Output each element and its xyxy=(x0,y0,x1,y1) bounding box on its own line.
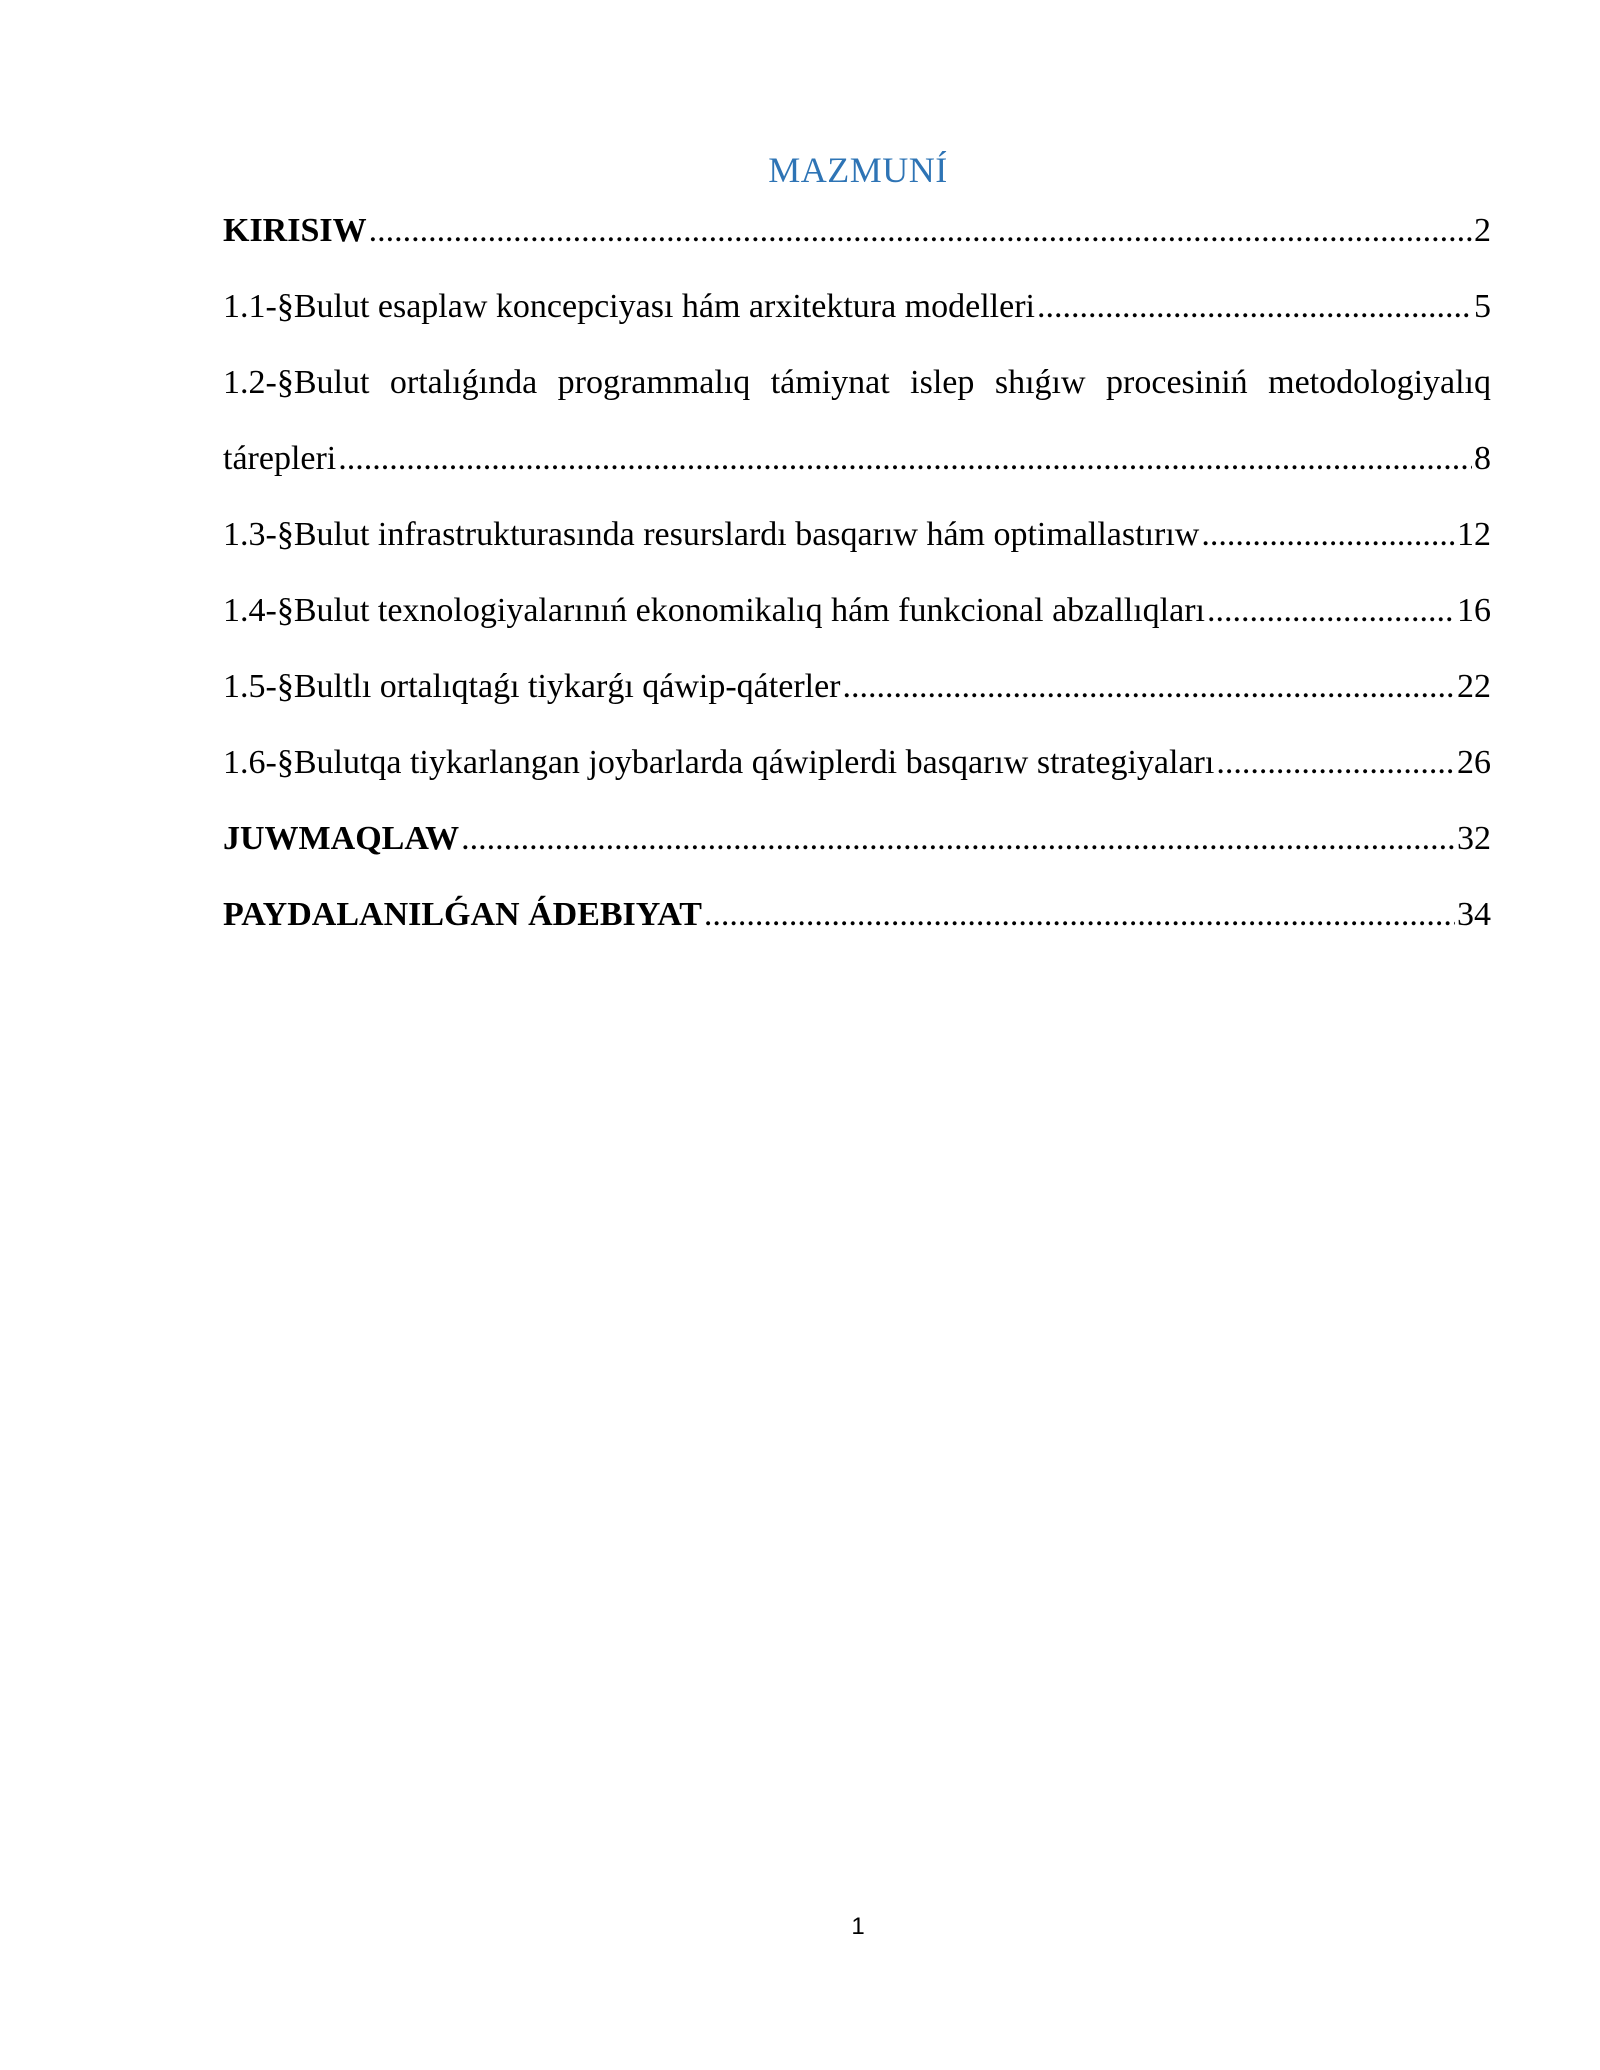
toc-entry-page: 8 xyxy=(1474,440,1491,477)
toc-entry-page: 32 xyxy=(1457,820,1491,857)
toc-leader-dots xyxy=(704,894,1455,936)
toc-title: MAZMUNÍ xyxy=(768,150,948,190)
toc-leader-dots xyxy=(461,818,1455,860)
toc-entry-page: 5 xyxy=(1474,288,1491,325)
page-number: 1 xyxy=(851,1913,865,1940)
toc-leader-dots xyxy=(1037,286,1472,328)
toc-entry-label: KIRISIW xyxy=(223,212,367,249)
toc-entry-1-5[interactable] xyxy=(223,666,1491,708)
toc-entry-label: PAYDALANILǴAN ÁDEBIYAT xyxy=(223,896,702,933)
toc-leader-dots xyxy=(1216,742,1455,784)
toc-entry-label: 1.6-§Bulutqa tiykarlangan joybarlarda qáwiplerdi basqarıw strategiyaları xyxy=(223,744,1215,781)
toc-entry-label: tárepleri xyxy=(223,440,337,477)
toc-entry-page: 12 xyxy=(1457,516,1491,553)
toc-entry-1-2[interactable] xyxy=(223,362,1491,480)
toc-leader-dots xyxy=(1207,590,1455,632)
toc-leader-dots xyxy=(843,666,1456,708)
toc-leader-dots xyxy=(1201,514,1455,556)
toc-entry-1-1[interactable] xyxy=(223,286,1491,328)
toc-entry-label: 1.1-§Bulut esaplaw koncepciyası hám arxitektura modelleri xyxy=(223,288,1035,325)
toc-entry-label-line1: 1.2-§Bulut ortalıǵında programmalıq támiynat islep shıǵıw procesiniń metodologiyalıq xyxy=(223,364,1491,401)
toc-entry-1-4[interactable] xyxy=(223,590,1491,632)
toc-leader-dots xyxy=(369,210,1472,252)
toc-leader-dots xyxy=(338,438,1472,480)
toc-entry-page: 16 xyxy=(1457,592,1491,629)
toc-entry-juwmaqlaw[interactable] xyxy=(223,818,1491,860)
toc-entry-page: 22 xyxy=(1457,668,1491,705)
toc-entry-kirisiw[interactable] xyxy=(223,210,1491,252)
toc-entry-label: 1.3-§Bulut infrastrukturasında resurslardı basqarıw hám optimallastırıw xyxy=(223,516,1200,553)
toc-entry-adebiyat[interactable] xyxy=(223,894,1491,936)
toc-entry-label: JUWMAQLAW xyxy=(223,820,460,857)
toc-entry-label: 1.5-§Bultlı ortalıqtaǵı tiykarǵı qáwip-qáterler xyxy=(223,668,841,705)
toc-entry-1-3[interactable] xyxy=(223,514,1491,556)
toc-entry-page: 26 xyxy=(1457,744,1491,781)
toc-entry-page: 34 xyxy=(1457,896,1491,933)
toc-entry-label: 1.4-§Bulut texnologiyalarınıń ekonomikalıq hám funkcional abzallıqları xyxy=(223,592,1205,629)
toc-entry-page: 2 xyxy=(1474,212,1491,249)
toc-entry-1-6[interactable] xyxy=(223,742,1491,784)
